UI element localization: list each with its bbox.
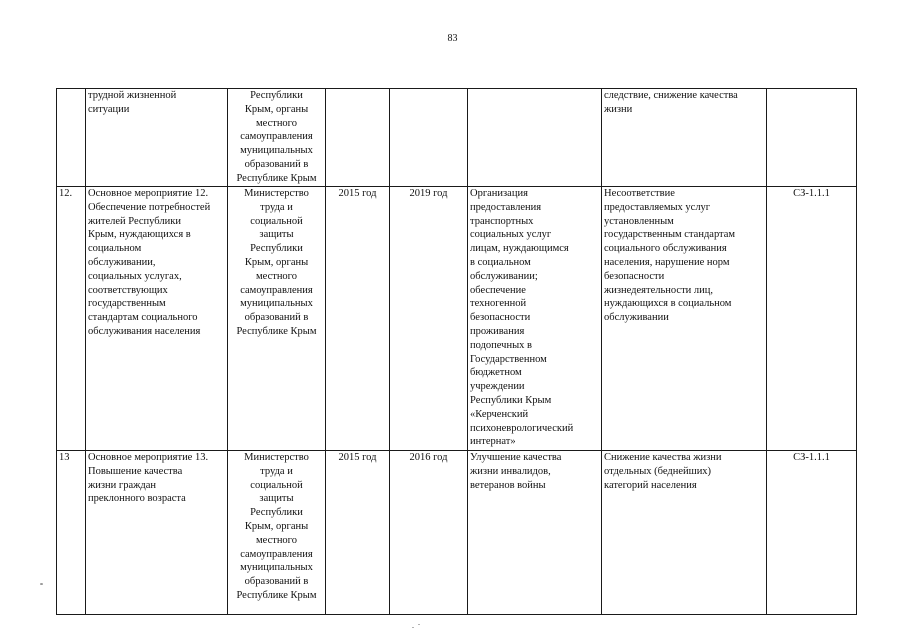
end-year-cell bbox=[390, 89, 468, 187]
measure-name: Основное мероприятие 12. Обеспечение потребностей жителей Республики Крым, нуждающихся в социальном обслуживании, социальных услугах, соответствующих государственным стандартам социального обслуживания населения bbox=[88, 188, 211, 337]
end-year: 2019 год bbox=[409, 188, 448, 199]
executor: Министерство труда и социальной защиты Республики Крым, органы местного самоуправления муниципальных образований в Республике Крым bbox=[236, 188, 317, 337]
consequence: Несоответствие предоставляемых услуг установленным государственным стандартам социального обслуживания населения, нарушение норм безопасности жизнедеятельности лиц, нуждающихся в социальном обслуживании bbox=[604, 188, 736, 324]
consequence-cell bbox=[602, 187, 767, 451]
scan-speck bbox=[412, 627, 414, 628]
executor-cell bbox=[228, 89, 326, 187]
expected-result-cell bbox=[468, 89, 602, 187]
consequence-cell bbox=[602, 451, 767, 615]
measure-name: Основное мероприятие 13. Повышение качества жизни граждан преклонного возраста bbox=[88, 452, 209, 505]
indicator-code: СЗ-1.1.1 bbox=[793, 452, 830, 463]
executor: Республики Крым, органы местного самоуправления муниципальных образований в Республике Крым bbox=[236, 90, 317, 184]
measure-name-cell bbox=[86, 187, 228, 451]
row-number-cell bbox=[57, 187, 86, 451]
start-year: 2015 год bbox=[338, 188, 377, 199]
row-number-cell bbox=[57, 451, 86, 615]
start-year-cell bbox=[326, 89, 390, 187]
end-year-cell bbox=[390, 187, 468, 451]
measure-name: трудной жизненной ситуации bbox=[88, 90, 177, 115]
indicator-code-cell bbox=[767, 187, 857, 451]
row-number: 12. bbox=[59, 188, 73, 199]
table-row bbox=[57, 187, 857, 451]
measures-table bbox=[56, 88, 857, 615]
end-year: 2016 год bbox=[409, 452, 448, 463]
expected-result: Организация предоставления транспортных социальных услуг лицам, нуждающимся в социальном обслуживании; обеспечение техногенной безопасности проживания подопечных в Государственном бюджетном учреждении Республики Крым «Керченский психоневрологический интернат» bbox=[470, 188, 574, 448]
scan-speck bbox=[418, 624, 420, 625]
consequence-cell bbox=[602, 89, 767, 187]
start-year: 2015 год bbox=[338, 452, 377, 463]
end-year-cell bbox=[390, 451, 468, 615]
indicator-code-cell bbox=[767, 451, 857, 615]
start-year-cell bbox=[326, 187, 390, 451]
consequence: Снижение качества жизни отдельных (беднейших) категорий населения bbox=[604, 452, 722, 491]
indicator-code: СЗ-1.1.1 bbox=[793, 188, 830, 199]
measure-name-cell bbox=[86, 89, 228, 187]
executor: Министерство труда и социальной защиты Республики Крым, органы местного самоуправления муниципальных образований в Республике Крым bbox=[236, 452, 317, 601]
executor-cell bbox=[228, 187, 326, 451]
expected-result: Улучшение качества жизни инвалидов, ветеранов войны bbox=[470, 452, 562, 491]
table-row bbox=[57, 89, 857, 187]
row-number: 13 bbox=[59, 452, 70, 463]
measure-name-cell bbox=[86, 451, 228, 615]
expected-result-cell bbox=[468, 451, 602, 615]
row-number-cell bbox=[57, 89, 86, 187]
start-year-cell bbox=[326, 451, 390, 615]
scan-speck bbox=[40, 583, 43, 585]
executor-cell bbox=[228, 451, 326, 615]
expected-result-cell bbox=[468, 187, 602, 451]
indicator-code-cell bbox=[767, 89, 857, 187]
table-row bbox=[57, 451, 857, 615]
consequence: следствие, снижение качества жизни bbox=[604, 90, 738, 115]
page-number: 83 bbox=[447, 33, 458, 44]
